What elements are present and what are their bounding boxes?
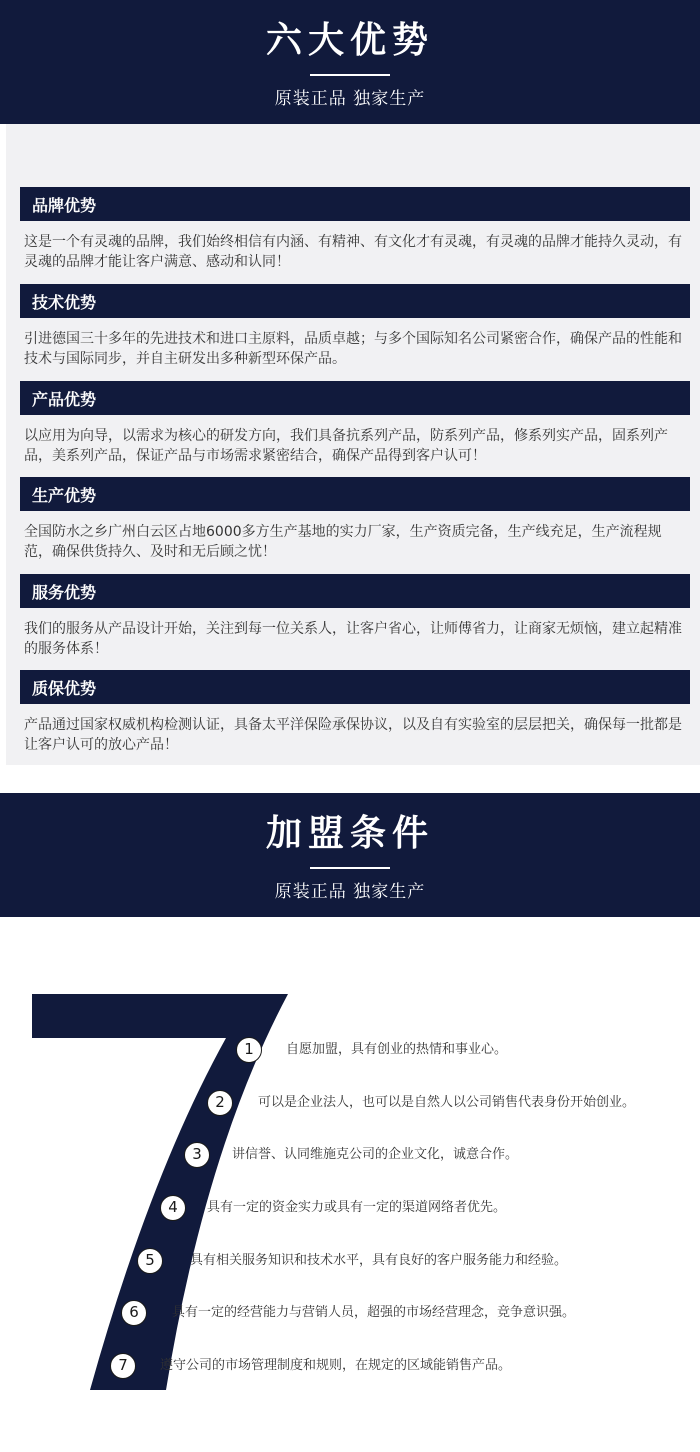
condition-item: [0, 1248, 700, 1278]
franchise-title: 加盟条件: [265, 813, 434, 854]
condition-text: 遵守公司的市场管理制度和规则，在规定的区域能销售产品。: [160, 1358, 512, 1373]
condition-text: 讲信誉、认同维施克公司的企业文化，诚意合作。: [232, 1147, 519, 1162]
advantages-subtitle: 原装正品 独家生产: [274, 89, 426, 109]
advantage-heading: 生产优势: [32, 486, 97, 505]
condition-text: 具有一定的经营能力与营销人员，超强的市场经营理念，竞争意识强。: [172, 1305, 576, 1320]
advantage-text: 这是一个有灵魂的品牌，我们始终相信有内涵、有精神、有文化才有灵魂，有灵魂的品牌才能持久灵动，有灵魂的品牌才能让客户满意、感动和认同！: [24, 234, 682, 270]
advantage-heading: 服务优势: [32, 583, 97, 602]
advantage-heading-bar: [20, 381, 690, 415]
franchise-conditions: [0, 980, 700, 1400]
condition-number: 7: [110, 1353, 136, 1379]
advantage-heading: 产品优势: [32, 390, 97, 409]
advantage-heading-bar: [20, 670, 690, 704]
advantage-text: 以应用为向导，以需求为核心的研发方向，我们具备抗系列产品，防系列产品，修系列实产品，固系列产品，美系列产品，保证产品与市场需求紧密结合，确保产品得到客户认可！: [24, 428, 668, 464]
condition-number: 5: [137, 1248, 163, 1274]
condition-number: 4: [160, 1195, 186, 1221]
condition-text: 具有相关服务知识和技术水平，具有良好的客户服务能力和经验。: [190, 1253, 568, 1268]
title-divider: [310, 867, 390, 869]
advantages-panel: [6, 124, 700, 765]
advantage-text: 全国防水之乡广州白云区占地6000多方生产基地的实力厂家，生产资质完备，生产线充足，生产流程规范，确保供货持久、及时和无后顾之忧！: [24, 524, 662, 560]
advantage-heading: 质保优势: [32, 679, 97, 698]
condition-text: 可以是企业法人，也可以是自然人以公司销售代表身份开始创业。: [258, 1095, 636, 1110]
franchise-banner: [0, 793, 700, 917]
condition-text: 自愿加盟，具有创业的热情和事业心。: [286, 1042, 508, 1057]
advantage-text: 产品通过国家权威机构检测认证，具备太平洋保险承保协议，以及自有实验室的层层把关，确保每一批都是让客户认可的放心产品！: [24, 717, 682, 753]
condition-item: [0, 1353, 700, 1383]
advantage-heading-bar: [20, 574, 690, 608]
advantages-banner: [0, 0, 700, 124]
title-divider: [310, 74, 390, 76]
condition-item: [0, 1300, 700, 1330]
condition-item: [0, 1090, 700, 1120]
condition-number: 1: [236, 1037, 262, 1063]
advantage-heading: 品牌优势: [32, 196, 97, 215]
condition-item: [0, 1195, 700, 1225]
condition-item: [0, 1037, 700, 1067]
advantage-text: 我们的服务从产品设计开始，关注到每一位关系人，让客户省心，让师傅省力，让商家无烦恼，建立起精准的服务体系！: [24, 621, 682, 657]
advantage-heading-bar: [20, 477, 690, 511]
advantage-heading-bar: [20, 187, 690, 221]
advantages-title: 六大优势: [265, 20, 434, 61]
advantage-heading-bar: [20, 284, 690, 318]
condition-text: 具有一定的资金实力或具有一定的渠道网络者优先。: [207, 1200, 507, 1215]
condition-number: 6: [121, 1300, 147, 1326]
franchise-subtitle: 原装正品 独家生产: [274, 882, 426, 902]
condition-number: 2: [207, 1090, 233, 1116]
advantage-heading: 技术优势: [32, 293, 97, 312]
advantage-text: 引进德国三十多年的先进技术和进口主原料，品质卓越；与多个国际知名公司紧密合作，确保产品的性能和技术与国际同步，并自主研发出多种新型环保产品。: [24, 331, 682, 367]
condition-item: [0, 1142, 700, 1172]
condition-number: 3: [184, 1142, 210, 1168]
